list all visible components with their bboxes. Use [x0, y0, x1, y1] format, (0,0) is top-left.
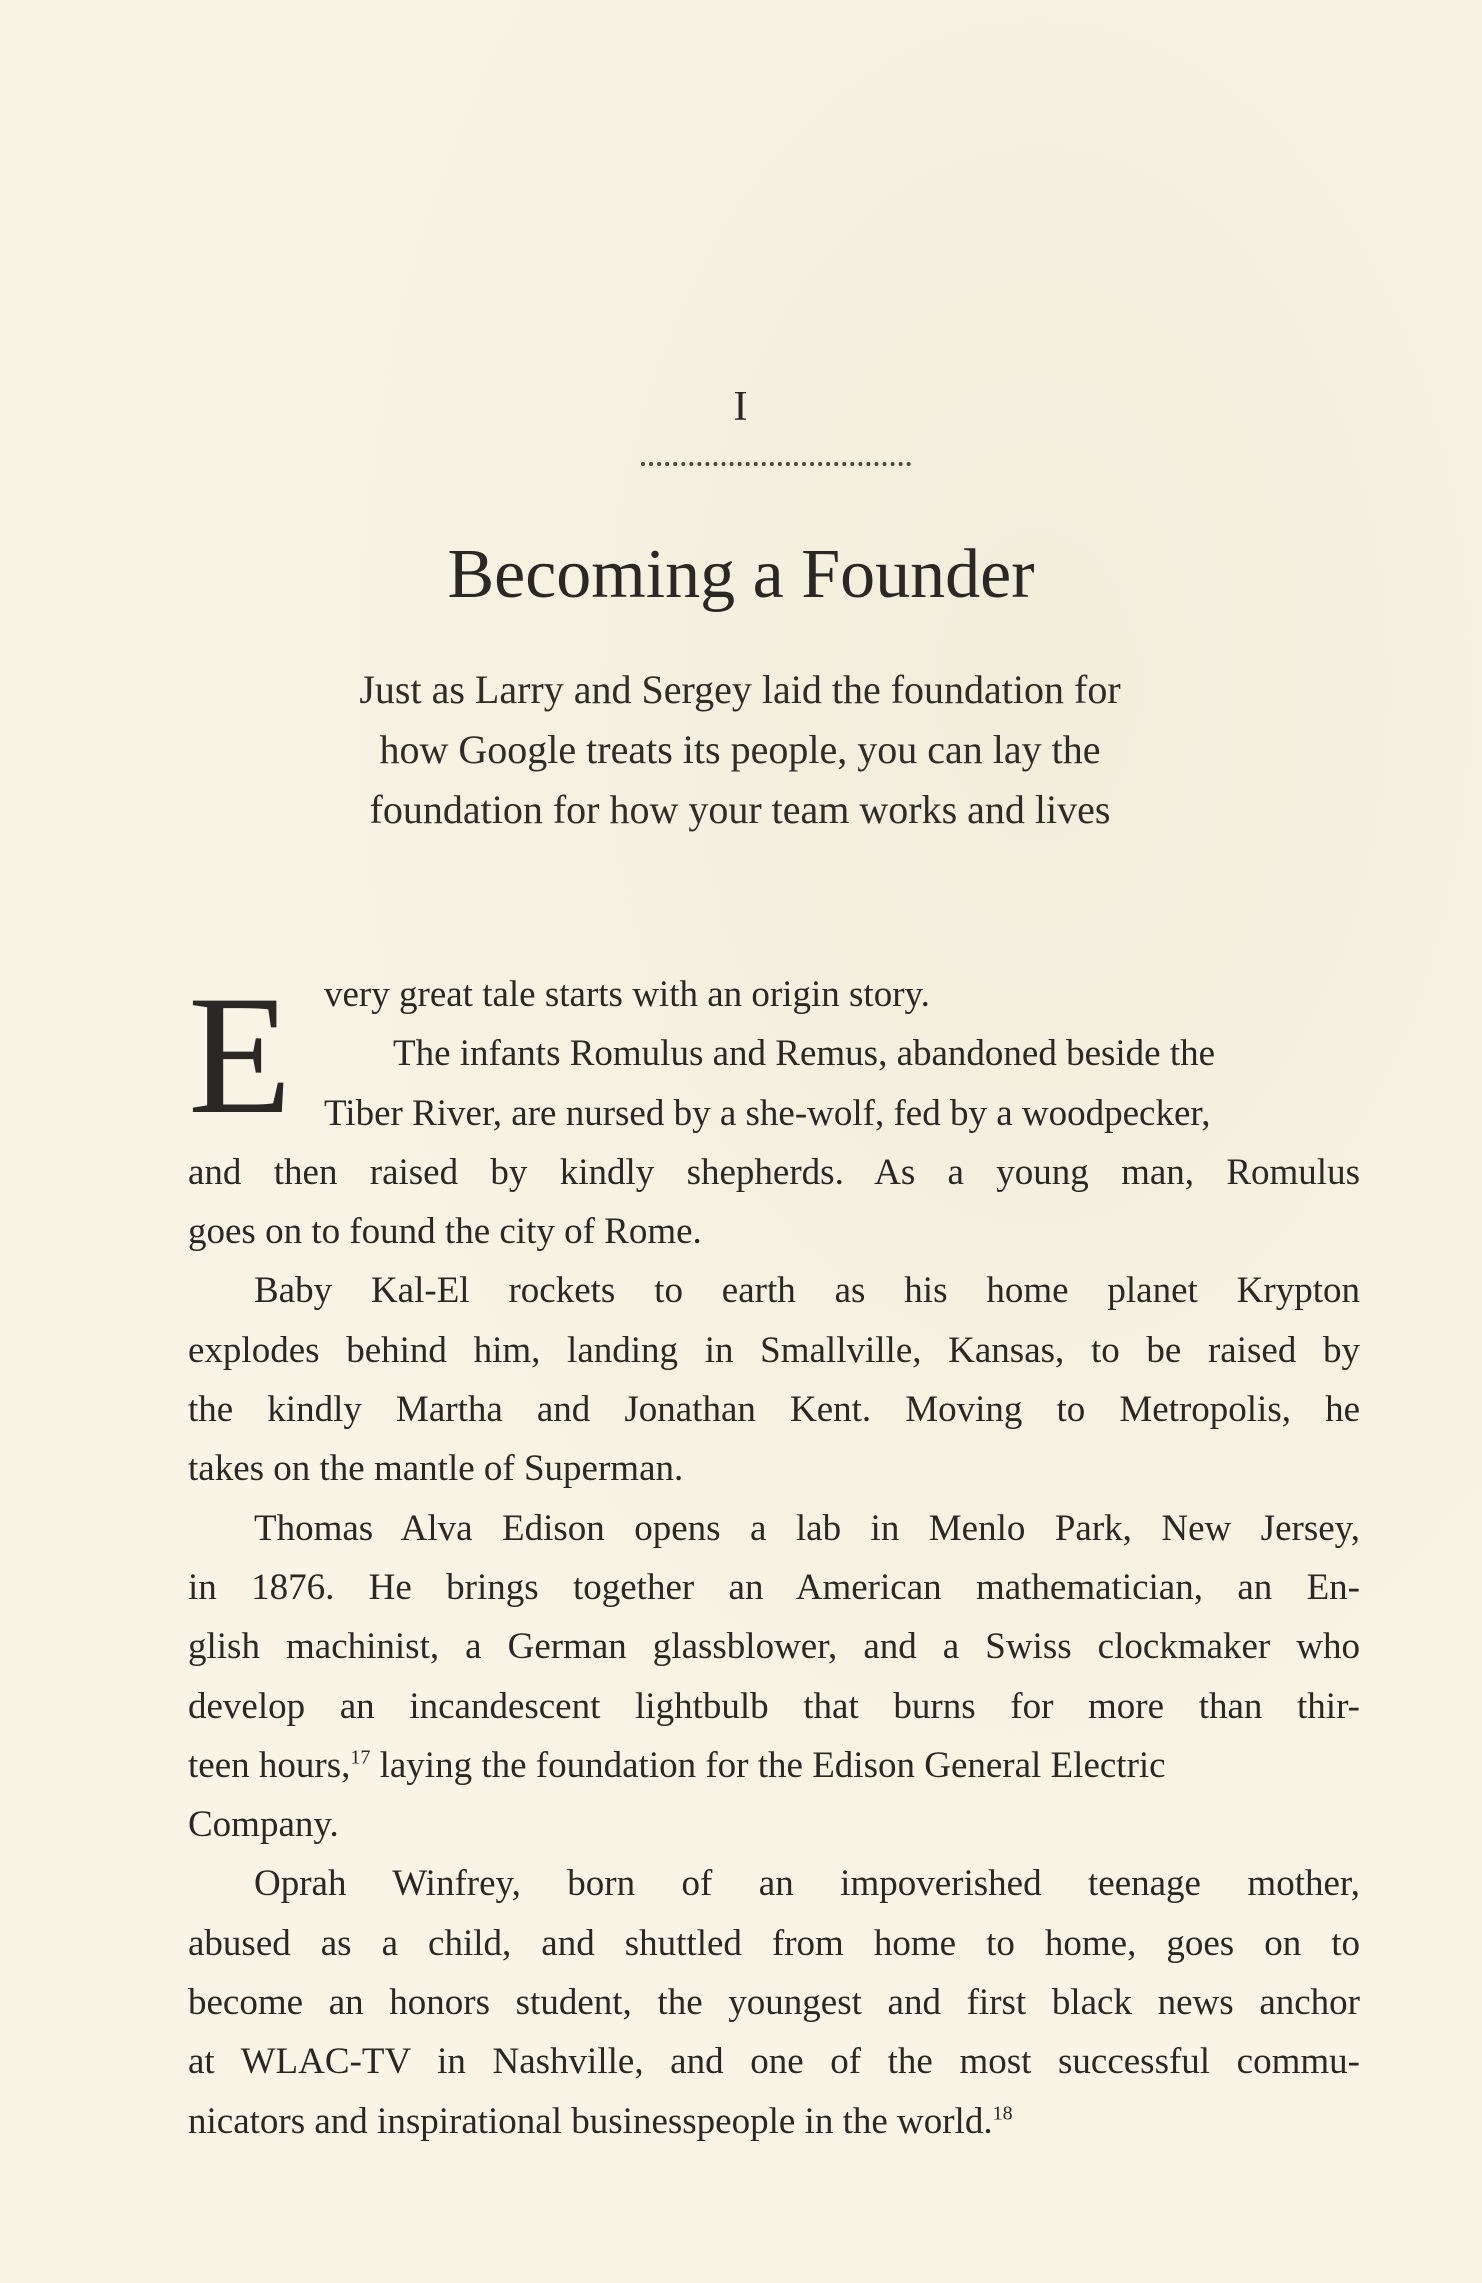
subtitle-line: foundation for how your team works and lives — [369, 787, 1111, 832]
paragraph-5-line — [188, 2092, 1360, 2151]
paragraph-2-line: The infants Romulus and Remus, abandoned beside the — [393, 1033, 1216, 1075]
paragraph-4-line: Company. — [188, 1804, 339, 1846]
paragraph-4-line: develop an incandescent lightbulb that burns for more than thir- — [188, 1685, 1360, 1727]
paragraph-2-line: Tiber River, are nursed by a she-wolf, fed by a woodpecker, — [324, 1092, 1211, 1134]
paragraph-1-line: very great tale starts with an origin story. — [324, 974, 930, 1015]
paragraph-3-line: Baby Kal-El rockets to earth as his home planet Krypton — [254, 1270, 1360, 1312]
drop-cap: E — [188, 961, 292, 1149]
footnote-ref: 18 — [992, 2102, 1013, 2125]
chapter-title: Becoming a Founder — [447, 536, 1035, 613]
paragraph-5-line: become an honors student, the youngest and first black news anchor — [188, 1982, 1360, 2024]
paragraph-4-line: glish machinist, a German glassblower, and a Swiss clockmaker who — [188, 1626, 1360, 1668]
body-text — [188, 961, 1360, 2151]
paragraph-5-line: Oprah Winfrey, born of an impoverished teenage mother, — [254, 1863, 1360, 1905]
line-text: nicators and inspirational businesspeople in the world. — [188, 2100, 993, 2142]
paragraph-2-line: goes on to found the city of Rome. — [188, 1211, 702, 1253]
chapter-number: I — [733, 384, 749, 430]
paragraph-2-line: and then raised by kindly shepherds. As a young man, Romulus — [188, 1151, 1360, 1193]
paragraph-5-line: abused as a child, and shuttled from home to home, goes on to — [188, 1922, 1360, 1964]
paragraph-4-line: in 1876. He brings together an American mathematician, an En- — [188, 1566, 1360, 1608]
paragraph-4-line — [188, 1736, 1360, 1795]
paragraph-3-line: the kindly Martha and Jonathan Kent. Moving to Metropolis, he — [188, 1389, 1360, 1431]
paragraph-3-line: takes on the mantle of Superman. — [188, 1448, 684, 1490]
subtitle-line: how Google treats its people, you can lay the — [379, 727, 1101, 772]
subtitle-line: Just as Larry and Sergey laid the foundation for — [359, 667, 1121, 712]
paragraph-5-line: at WLAC-TV in Nashville, and one of the most successful commu- — [188, 2041, 1360, 2083]
footnote-ref: 17 — [350, 1746, 371, 1769]
paragraph-4-line: Thomas Alva Edison opens a lab in Menlo Park, New Jersey, — [254, 1507, 1360, 1549]
line-text: laying the foundation for the Edison General Electric — [370, 1744, 1166, 1786]
paragraph-3-line: explodes behind him, landing in Smallville, Kansas, to be raised by — [188, 1329, 1360, 1371]
chapter-subtitle — [300, 660, 1180, 840]
line-text: teen hours, — [188, 1744, 351, 1786]
dotted-divider — [641, 462, 911, 466]
